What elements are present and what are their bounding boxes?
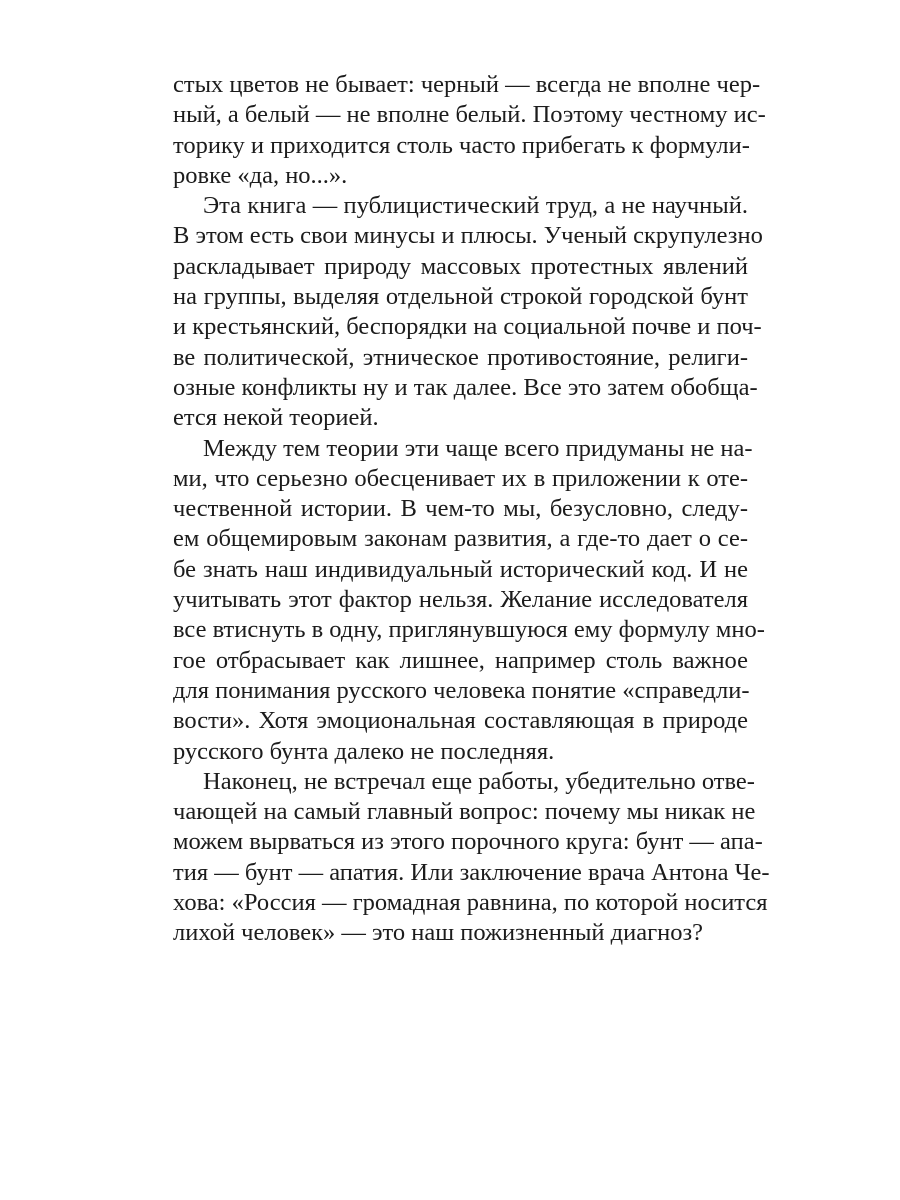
text-line: бе знать наш индивидуальный исторический код. И не [173, 555, 748, 583]
paragraph [173, 191, 763, 433]
page-body-text [173, 70, 770, 949]
text-line: и крестьянский, беспорядки на социальной почве и поч- [173, 313, 762, 341]
text-line: хова: «Россия — громадная равнина, по которой носится [173, 889, 768, 917]
text-line: для понимания русского человека понятие «справедли- [173, 676, 750, 704]
text-line: раскладывает природу массовых протестных явлений [173, 252, 748, 280]
text-line: ем общемировым законам развития, а где-то дает о се- [173, 525, 748, 553]
text-line: тия — бунт — апатия. Или заключение врача Антона Че- [173, 858, 770, 886]
text-line: лихой человек» — это наш пожизненный диагноз? [173, 919, 704, 947]
text-line: учитывать этот фактор нельзя. Желание исследователя [173, 586, 748, 614]
text-line: стых цветов не бывает: черный — всегда не вполне чер- [173, 71, 761, 98]
text-line: Эта книга — публицистический труд, а не научный. [203, 192, 748, 220]
text-line: на группы, выделяя отдельной строкой городской бунт [173, 283, 748, 311]
text-line: можем вырваться из этого порочного круга: бунт — апа- [173, 828, 763, 856]
text-line: Между тем теории эти чаще всего придуманы не на- [203, 434, 753, 462]
text-line: гое отбрасывает как лишнее, например столь важное [173, 646, 748, 674]
text-line: Наконец, не встречал еще работы, убедительно отве- [203, 767, 755, 795]
text-line: чественной истории. В чем-то мы, безусловно, следу- [173, 495, 748, 523]
paragraph [173, 434, 765, 767]
text-line: торику и приходится столь часто прибегать к формули- [173, 131, 750, 159]
paragraph [173, 70, 766, 191]
text-line: ется некой теорией. [173, 404, 379, 432]
text-line: ве политической, этническое противостояние, религи- [173, 343, 748, 371]
text-line: чающей на самый главный вопрос: почему мы никак не [173, 798, 756, 826]
text-line: ный, а белый — не вполне белый. Поэтому честному ис- [173, 101, 766, 129]
text-line: ми, что серьезно обесценивает их в приложении к оте- [173, 464, 748, 492]
paragraph [173, 767, 770, 949]
text-line: озные конфликты ну и так далее. Все это затем обобща- [173, 373, 758, 401]
text-line: ровке «да, но...». [173, 161, 348, 189]
text-line: вости». Хотя эмоциональная составляющая в природе [173, 707, 748, 735]
text-line: русского бунта далеко не последняя. [173, 737, 555, 765]
text-line: В этом есть свои минусы и плюсы. Ученый скрупулезно [173, 222, 763, 250]
text-line: все втиснуть в одну, приглянувшуюся ему формулу мно- [173, 616, 765, 644]
